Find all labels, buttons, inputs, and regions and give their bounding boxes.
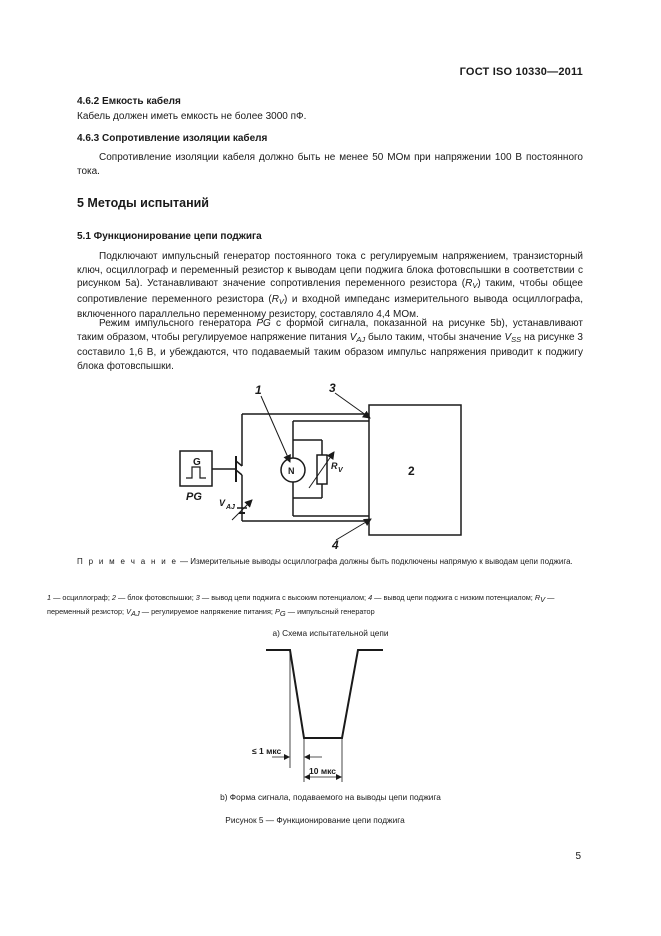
heading-5-1: 5.1 Функционирование цепи поджига: [77, 231, 262, 242]
heading-section-5: 5 Методы испытаний: [77, 196, 209, 210]
caption-a: а) Схема испытательной цепи: [272, 628, 389, 638]
paragraph-5-1-first: Подключают импульсный генератор постоянного тока с регулируемым напряжением, транзисторный ключ, осциллограф и переменный резистор к выводам цепи поджига блока фотовспышки в соответствии с рисунком 5а). Устанавливают значение сопротивления переменного резистора $(R_V)$ таким, чтобы общее сопротивление переменного резистора $(R_V)$ и входной импеданс измерительного вывода осциллографа, включенного параллельно переменному резистору, составляло 4,4 МОм.: [77, 251, 583, 320]
figure-note: П р и м е ч а н и е — Измерительные выводы осциллографа должны быть подключены напрямую к выводам цепи поджига.: [77, 557, 573, 566]
caption-b: b) Форма сигнала, подаваемого на выводы цепи поджига: [220, 792, 441, 802]
resistor-r: R: [331, 461, 338, 471]
label-3: 3: [329, 381, 336, 395]
leader-1: [261, 396, 290, 462]
paragraph-insulation-resistance: Сопротивление изоляции кабеля должно быть не менее 50 МОм при напряжении 100 В постоянного тока.: [77, 152, 583, 177]
test-circuit-diagram: [0, 370, 661, 550]
pulse-waveform: [266, 650, 383, 738]
leader-4: [336, 519, 371, 540]
figure-caption: Рисунок 5 — Функционирование цепи поджига: [225, 815, 405, 825]
paragraph-5-1-second: Режим импульсного генератора PG с формой сигнала, показанной на рисунке 5b), устанавливают таким образом, чтобы регулируемое напряжение питания $V_{AJ}$ было таким, чтобы значение $V_{SS}$ на рисунке 3 составило 1,6 В, и убеждаются, что подаваемый таким образом импульс напряжения приводит к поджигу блока фотовспышки.: [77, 318, 583, 372]
vaj-v: V: [219, 498, 226, 508]
pulse-width-label: 10 мкс: [309, 766, 336, 776]
page-number: 5: [575, 851, 581, 862]
pulse-waveform-diagram: [0, 640, 661, 785]
vaj-sub: AJ: [226, 504, 235, 511]
label-1: 1: [255, 383, 262, 397]
heading-4-6-3: 4.6.3 Сопротивление изоляции кабеля: [77, 133, 268, 144]
resistor-r-sub: V: [338, 467, 343, 474]
label-2: 2: [408, 464, 415, 478]
rise-time-label: ≤ 1 мкс: [252, 746, 282, 756]
heading-4-6-2: 4.6.2 Емкость кабеля: [77, 96, 181, 107]
document-header: ГОСТ ISO 10330—2011: [459, 66, 583, 78]
paragraph-cable-capacitance: Кабель должен иметь емкость не более 3000 пФ.: [77, 111, 307, 122]
generator-g: G: [193, 457, 201, 468]
meter-n: N: [288, 466, 295, 476]
generator-pg: PG: [186, 491, 202, 503]
flash-unit-block: [369, 405, 461, 535]
figure-legend: 1 — осциллограф; 2 — блок фотовспышки; 3 — вывод цепи поджига с высоким потенциалом; 4 — вывод цепи поджига с низким потенциалом; RV — переменный резистор; VAJ — регулируемое напряжение питания; PG — импульсный генератор: [47, 593, 555, 618]
label-4: 4: [332, 538, 339, 550]
